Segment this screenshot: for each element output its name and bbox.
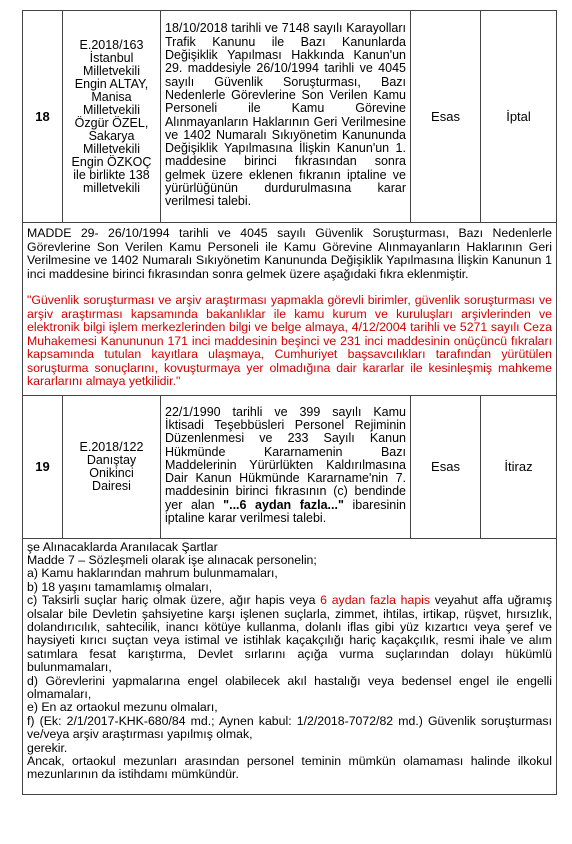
row-number: 19 <box>23 395 63 538</box>
case-result: İtiraz <box>481 395 557 538</box>
article-7-intro: Madde 7 – Sözleşmeli olarak işe alınacak personelin; <box>27 552 317 567</box>
article-29-quote: "Güvenlik soruşturması ve arşiv araştırması yapmakla görevli birimler, güvenlik soruşturması ve arşiv araştırması kapsamında bakanlıklar ile kamu kurum ve kuruluşları arşivlerinden ve elektronik bilgi işlem merkezlerinden bilgi ve belge almaya, 4/12/2004 tarihli ve 5271 sayılı Ceza Muhakemesi Kanununun 171 inci maddesinin beşinci ve 231 inci maddesinin onüçüncü fıkraları kapsamında tutulan kayıtlara ulaşmaya, Cumhuriyet başsavcılıkları tarafından yürütülen soruşturma sonuçlarını, kovuşturmaya yer olmadığına dair kararlar ile kesinleşmiş mahkeme kararlarını almaya yetkilidir." <box>27 293 552 388</box>
clause-f: f) (Ek: 2/1/2017-KHK-680/84 md.; Aynen kabul: 1/2/2018-7072/82 md.) Güvenlik soruşturması ve/veya arşiv araştırması yapılmış olmak, <box>27 713 552 742</box>
case-subject <box>161 395 411 538</box>
clause-c <box>27 594 552 674</box>
decisions-table <box>22 10 557 795</box>
ref-line: İstanbul <box>89 50 134 65</box>
highlighted-phrase: 6 aydan fazla hapis <box>320 593 431 608</box>
case-reference <box>63 11 161 223</box>
subject-text: 22/1/1990 tarihli ve 399 sayılı Kamu İktisadi Teşebbüsleri Personel Rejiminin Düzenlenmesi ve 233 Sayılı Kanun Hükmünde Kararnamenin Bazı Maddelerinin Yürürlükten Kaldırılmasına Dair Kanun Hükmünde Kararname'nin 7. maddesinin birinci fıkrasının (c) bendinde yer alan <box>165 404 406 512</box>
case-result: İptal <box>481 11 557 223</box>
clause-e: e) En az ortaokul mezunu olmaları, <box>27 700 218 715</box>
clause-gerekir: gerekir. <box>27 740 68 755</box>
ref-line: Milletvekili <box>83 102 140 117</box>
ref-line: milletvekili <box>83 180 140 195</box>
ref-line: Özgür ÖZEL, <box>74 115 149 130</box>
article-7-heading: şe Alınacaklarda Aranılacak Şartlar <box>27 539 218 554</box>
ref-line: Engin ALTAY, <box>74 76 149 91</box>
ref-line: E.2018/163 <box>79 37 144 52</box>
clause-a: a) Kamu haklarından mahrum bulunmamaları, <box>27 566 278 581</box>
row-number: 18 <box>23 11 63 223</box>
table-row-18 <box>23 11 557 223</box>
ref-line: Milletvekili <box>83 141 140 156</box>
case-reference <box>63 395 161 538</box>
ref-line: Danıştay <box>86 452 137 467</box>
case-status: Esas <box>411 395 481 538</box>
table-row-madde-29 <box>23 223 557 396</box>
subject-text-end: ibaresinin iptaline karar verilmesi talebi. <box>165 497 406 526</box>
table-row-19 <box>23 395 557 538</box>
closing-paragraph: Ancak, ortaokul mezunları arasından personel teminin mümkün olamaması halinde ilkokul mezunlarının da istihdamı mümkündür. <box>27 754 552 782</box>
article-29-paragraph: MADDE 29- 26/10/1994 tarihli ve 4045 sayılı Güvenlik Soruşturması, Bazı Nedenlerle Görevlerine Son Verilen Kamu Personeli ile Kamu Görevine Alınmayanların Haklarının Geri Verilmesine ve 1402 Numaralı Sıkıyönetim Kanununda Değişiklik Yapılmasına İlişkin Kanunun 1 inci maddesine birinci fıkrasından sonra gelmek üzere aşağıdaki fıkra eklenmiştir. <box>27 226 552 281</box>
table-row-madde-7 <box>23 538 557 794</box>
ref-line: Onikinci <box>89 465 134 480</box>
clause-c-start: c) Taksirli suçlar hariç olmak üzere, ağır hapis veya <box>27 593 321 608</box>
ref-line: Engin ÖZKOÇ <box>71 154 152 169</box>
article-29-text <box>23 223 557 396</box>
clause-d: d) Görevlerini yapmalarına engel olabilecek akıl hastalığı veya bedensel engel ile engelli olmamaları, <box>27 673 552 701</box>
ref-line: ile birlikte 138 <box>73 167 150 182</box>
quoted-phrase: "...6 aydan fazla..." <box>223 497 344 512</box>
clause-b: b) 18 yaşını tamamlamış olmaları, <box>27 579 213 594</box>
case-status: Esas <box>411 11 481 223</box>
ref-line: Dairesi <box>92 478 131 493</box>
ref-line: Milletvekili <box>83 63 140 78</box>
clause-c-rest: veyahut affa uğramış olsalar bile Devletin şahsiyetine karşı işlenen suçlarla, zimmet, ihtilas, irtikap, rüşvet, hırsızlık, dolandırıcılık, sahtecilik, inancı kötüye kullanma, dolanlı iflas gibi yüz kızartıcı veya şeref ve haysiyeti kırıcı suçtan veya istimal ve istihlak kaçakçılığı hariç kaçakçılık, resmi ihale ve alım satımlara fesat karıştırma, Devlet sırlarını açığa vurma suçlarından dolayı hükümlü bulunmamaları, <box>27 593 553 675</box>
ref-line: Sakarya <box>88 128 135 143</box>
document-page <box>22 10 556 795</box>
ref-line: E.2018/122 <box>79 439 144 454</box>
article-7-text <box>23 538 557 794</box>
ref-line: Manisa <box>91 89 132 104</box>
case-subject: 18/10/2018 tarihli ve 7148 sayılı Karayolları Trafik Kanunu ile Bazı Kanunlarda Değişiklik Yapılması Hakkında Kanun'un 29. maddesiyle 26/10/1994 tarihli ve 4045 sayılı Güvenlik Soruşturması, Bazı Nedenlerle Görevlerine Son Verilen Kamu Personeli ile Kamu Görevine Alınmayanların Haklarının Geri Verilmesine ve 1402 Numaralı Sıkıyönetim Kanununda Değişiklik Yapılmasına İlişkin Kanun'un 1. maddesine birinci fıkrasından sonra gelmek üzere eklenen fıkranın iptaline ve yürürlüğünün durdurulmasına karar verilmesi talebi. <box>161 11 411 223</box>
